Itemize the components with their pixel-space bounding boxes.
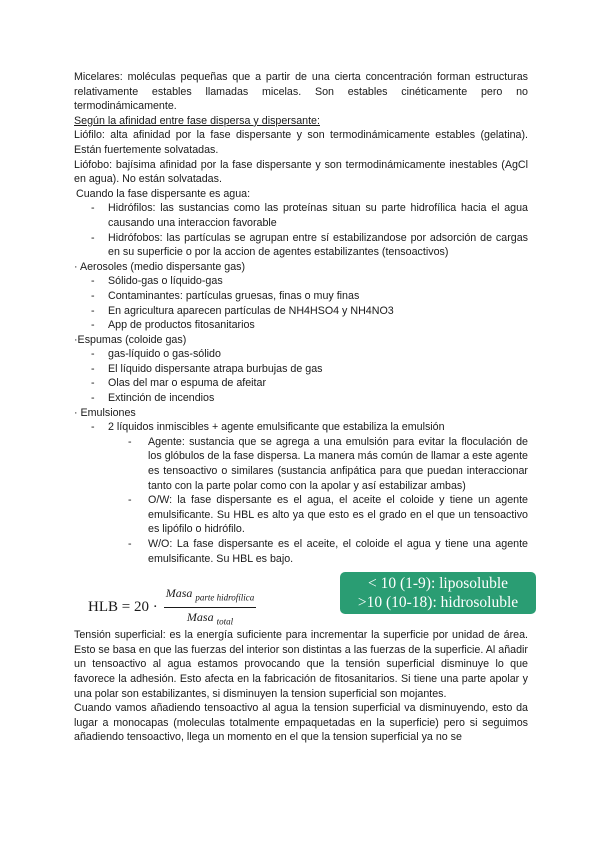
espumas-heading: ·Espumas (coloide gas) bbox=[74, 333, 187, 346]
list-item: - App de productos fitosanitarios bbox=[74, 318, 528, 333]
aerosoles-list bbox=[74, 274, 528, 332]
agua-list bbox=[74, 201, 528, 259]
agua-heading: Cuando la fase dispersante es agua: bbox=[76, 187, 251, 200]
emulsiones-list bbox=[74, 420, 528, 435]
hlb-formula-row bbox=[74, 574, 528, 627]
document-page bbox=[74, 70, 528, 745]
list-item: - Extinción de incendios bbox=[74, 391, 528, 406]
denominator-subscript: total bbox=[216, 616, 234, 627]
afinidad-heading: Según la afinidad entre fase dispersa y dispersante: bbox=[74, 114, 320, 127]
aerosoles-heading: · Aerosoles (medio dispersante gas) bbox=[74, 260, 246, 273]
list-item: - Hidrófobos: las partículas se agrupan entre sí estabilizandose por adsorción de cargas en su superficie o por la accion de agentes estabilizantes (tensoactivos) bbox=[74, 231, 528, 260]
list-item: - 2 líquidos inmiscibles + agente emulsificante que estabiliza la emulsión bbox=[74, 420, 528, 435]
hlb-denominator bbox=[187, 608, 233, 629]
list-item: - gas-líquido o gas-sólido bbox=[74, 347, 528, 362]
list-item: - Agente: sustancia que se agrega a una emulsión para evitar la floculación de los glóbulos de la fase dispersa. La manera más común de llamar a este agente es tensoactivo o similares (sustancia anfipática para que puedan interaccionar tanto con la parte polar como con la apolar y así estabilizar ambas) bbox=[74, 435, 528, 493]
list-item: - Sólido-gas o líquido-gas bbox=[74, 274, 528, 289]
numerator-subscript: parte hidrofílica bbox=[195, 592, 255, 603]
list-item: - Olas del mar o espuma de afeitar bbox=[74, 376, 528, 391]
hlb-scale-line-hidrosoluble: >10 (10-18): hidrosoluble bbox=[357, 594, 519, 612]
numerator-text: Masa bbox=[165, 586, 193, 601]
hlb-lhs: HLB = 20 · bbox=[88, 599, 158, 616]
list-item: - Hidrófilos: las sustancias como las proteínas situan su parte hidrofílica hacia el agua causando una interaccion favorable bbox=[74, 201, 528, 230]
list-item: - Contaminantes: partículas gruesas, finas o muy finas bbox=[74, 289, 528, 304]
list-item: - O/W: la fase dispersante es el agua, el aceite el coloide y tiene un agente emulsificante. Su HBL es alto ya que esto es el grado en el que un tensoactivo es lipófilo o hidrófilo. bbox=[74, 493, 528, 537]
liofilo-paragraph: Liófilo: alta afinidad por la fase dispersante y son termodinámicamente estables (gelatina). Están fuertemente solvatadas. bbox=[74, 129, 528, 156]
micelares-paragraph: Micelares: moléculas pequeñas que a partir de una cierta concentración forman estructuras relativamente estables llamadas micelas. Son estables cinéticamente pero no termodinámicamente. bbox=[74, 71, 528, 113]
list-item: - W/O: La fase dispersante es el aceite, el coloide el agua y tiene una agente emulsificante. Su HBL es bajo. bbox=[74, 537, 528, 566]
tension-paragraph-1: Tensión superficial: es la energía suficiente para incrementar la superficie por unidad de área. Esto se basa en que las fuerzas del interior son distintas a las fuerzas de la superficie. Al añadir un tensoactivo al agua estamos provocando que la tensión superficial disminuye lo que favorece la adhesión. Esto afecta en la fabricación de fitosanitarios. Si tiene una parte apolar y una polar son estabilizantes, si disminuyen la tension superficial son mojantes. bbox=[74, 629, 528, 700]
emulsiones-heading: · Emulsiones bbox=[74, 406, 136, 419]
hlb-fraction bbox=[164, 586, 257, 629]
hlb-scale-line-liposoluble: < 10 (1-9): liposoluble bbox=[367, 575, 509, 593]
tension-paragraph-2: Cuando vamos añadiendo tensoactivo al agua la tension superficial va disminuyendo, esto da lugar a monocapas (moleculas totalmente empaquetadas en la superficie) pero si seguimos añadiendo tensoactivo, llega un momento en el que la tension superficial ya no se bbox=[74, 702, 528, 744]
denominator-text: Masa bbox=[186, 610, 214, 625]
hlb-formula bbox=[88, 586, 256, 629]
list-item: - El líquido dispersante atrapa burbujas de gas bbox=[74, 362, 528, 377]
liofobo-paragraph: Liófobo: bajísima afinidad por la fase dispersante y son termodinámicamente inestables (AgCl en agua). No están solvatadas. bbox=[74, 158, 528, 186]
emulsiones-sublist bbox=[74, 435, 528, 566]
espumas-list bbox=[74, 347, 528, 405]
hlb-scale-box bbox=[340, 572, 536, 614]
list-item: - En agricultura aparecen partículas de NH4HSO4 y NH4NO3 bbox=[74, 304, 528, 319]
hlb-numerator bbox=[164, 586, 257, 608]
